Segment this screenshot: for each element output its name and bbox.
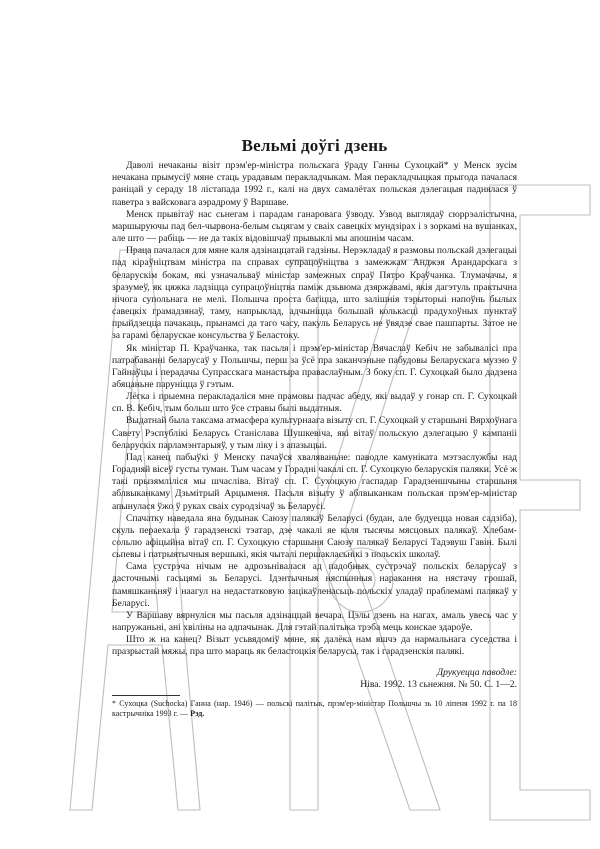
paragraph: Што ж на канец? Візыт усьвядоміў мяне, як далёка нам яшчэ да нармальнага суседства і празрыстай мяжы, пра што мараць як беластоцкія беларусы, так і гарадзенскія палякі. <box>112 634 517 658</box>
article <box>112 136 518 720</box>
paragraph: Пад канец пабыўкі ў Менску пачаўся хваляваньне: паводле камуніката мэтэаслужбы над Горадняй вісеў густы туман. Тым часам у Горадні чакалі сп. Г. Сухоцкую беларускія паляки. Усё ж такі прызямліліся мы шчасліва. Вітаў сп. Г. Сухоцкую гаспадар Гарадзеншчыны старшыня аблвыканкаму Дзьмітрый Арцыменя. Пасьля візыту ў аблвыканкам польская прэм'ер-міністар апынулася ўжо ў руках сваіх суродзічаў зь Беларусі. <box>112 451 517 512</box>
paragraph: Спачатку наведала яна будынак Саюзу палякаў Беларусі (будан, але будуецца новая садзіба), скуль пераехала ў гарадзенскі тэатар, дзе чакалі яе каля тысячы мясцовых палякаў. Хлебам-сольлю афіцыйна вітаў сп. Г. Сухоцкую старшыня Саюзу палякаў Беларусі Тадэвуш Гавін. Былі сьпевы і патрыятычныя вершыкі, якія чыталі першакласьнікі з польскіх школаў. <box>112 512 517 561</box>
source-label: Друкуецца паводле: <box>437 666 517 678</box>
source-citation: Ніва. 1992. 13 сьнежня. № 50. С. 1—2. <box>360 678 517 690</box>
footnote-editor-sign: Рэд. <box>190 709 205 719</box>
footnote-text: * Сухоцка (Suchocka) Ганна (нар. 1946) — польскі палітык, прэм'ер-міністар Польшчы зь 10 ліпеня 1992 г. па 18 кастрычніка 1993 г. — <box>112 698 517 719</box>
footnote-divider <box>112 695 180 696</box>
paragraph: Выдатнай была таксама атмасфера культурнаага візыту сп. Г. Сухоцкай у старшыні Вярхоўнага Савету Рэспублікі Беларусь Станіслава Шушкевіча, які вітаў польскую дэлегацыю ў кампаніі беларускіх парламэнтарыяў, у тым ліку і з апазыцыі. <box>112 415 517 451</box>
footnote <box>112 699 517 720</box>
paragraph: Праца пачалася для мяне каля адзінаццатай гадзіны. Нерэкладаў я размовы польскай дэлегацыі пад кіраўніцтвам міністра па справах супрацоўніцтва з замежжам Анджэя Арандарскага з беларускім бокам, які узначальваў міністар замежных спраў Пятро Краўчанка. Тлумачачы, я зразумеў, як цяжка ладзіцца супрацоўніцтва паміж дзьвюма дзяржавамі, якія дагэтуль практычна нічога супольнага не мелі. Польшча проста багіцца, што залішнія тэрыторыі напоўнь былых савецкіх грамадзянаў, таму, напрыклад, адчыніцца большай колькасці прадухоўных пунктаў прыйдзецца пачакаць, прынамсі да таго часу, пакуль Беларусь не ўвядзе свае пашпарты. Затое не за гарамі беларускае консульства ў Беластоку. <box>112 245 518 342</box>
paragraph: Даволі нечаканы візіт прэм'ер-міністра польскага ўраду Ганны Сухоцкай* у Менск зусім нечакана прымусіў мяне стаць урадавым перакладчыкам. Мая перакладчыцкая прыгода пачалася раніцай у сераду 18 лістапада 1992 г., калі на двух самалётах польская дэлегацыя паднялася ў паветра з вайсковага аэрадрому ў Варшаве. <box>112 160 517 208</box>
article-title: Вельмі доўгі дзень <box>241 136 388 155</box>
paragraph: Лёгка і прыемна перакладаліся мне прамовы падчас абеду, які выдаў у гонар сп. Г. Сухоцкай сп. В. Кебіч, тым больш што ўсе стравы былі выдатныя. <box>112 391 517 415</box>
paragraph: Сама сустрэча нічым не адрозьнівалася ад падобных сустрэчаў польскіх беларусаў з дасточнымі гасьцямі зь Беларусі. Ідэнтычныя няспынныя наракання на нястачу грошай, памяшканьняў і наагул на недастатковую зацікаўленасьць польскіх уладаў праблемамі палякаў у Беларусі. <box>112 561 517 609</box>
paragraph: Як міністар П. Краўчанка, так пасьля і прэм'ер-міністар Вячаслаў Кебіч не забывалісі пра патрабаванні беларусаў у Польшчы, перш за ўсё пра заканчэньне пабудовы Беларускага музэю ў Гайнаўцы і перадачы Супрасскага манастыра праваслаўным. З боку сп. Г. Сухоцкай было дадзена абяцаньне паруніцца ў гэтым. <box>112 342 517 390</box>
paragraph: У Варшаву вярнуліся мы пасьля адзінаццай вечара. Цэлы дзень на нагах, амаль увесь час у напружаньні, ані хвіліны на адпачынак. Для гэтай палітыка трэба мець конскае здароўе. <box>112 609 517 634</box>
paragraph: Менск прывітаў нас сьнегам і парадам ганаровага ўзводу. Узвод выглядаў сюррэалістычна, маршыруючы пад бел-чырвона-белым сьцягам у сваіх савецкіх мундзірах і з зоркамі на вушанках, але што — рабіць — не да такіх відовішчаў прывыклі мы апошнім часам. <box>112 208 517 245</box>
